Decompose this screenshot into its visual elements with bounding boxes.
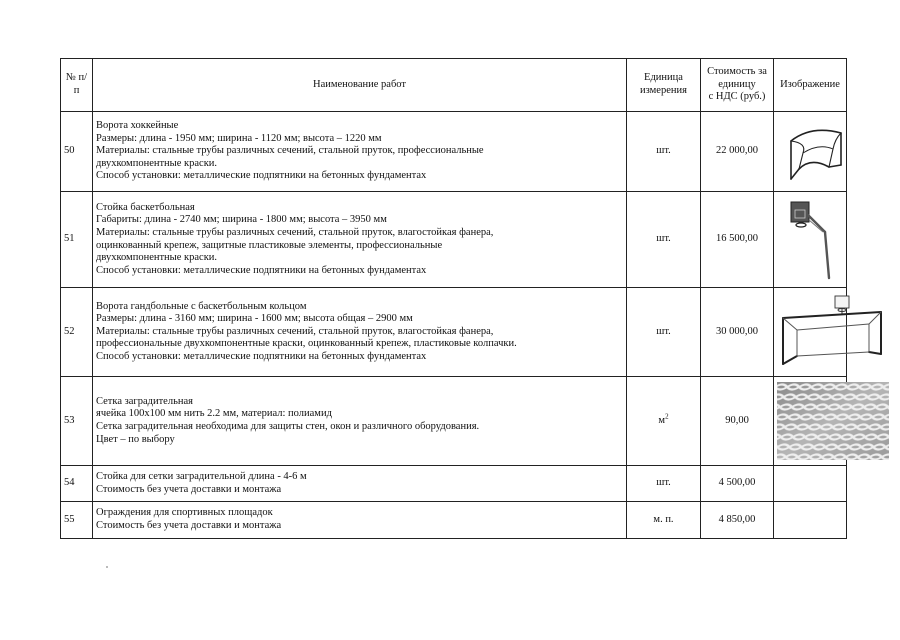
row-number: 52 <box>61 288 93 377</box>
header-price-line-1: Стоимость за <box>707 66 767 78</box>
row-unit-text: м <box>658 414 666 426</box>
row-unit: шт. <box>627 112 701 192</box>
row-unit: шт. <box>627 466 701 502</box>
header-price-line-3: с НДС (руб.) <box>708 91 766 103</box>
header-image: Изображение <box>774 59 847 112</box>
header-price-line-2: единицу <box>718 78 756 90</box>
header-price <box>701 59 774 112</box>
row-line: Габариты: длина - 2740 мм; ширина - 1800 мм; высота – 3950 мм <box>96 214 387 226</box>
row-line: ячейка 100х100 мм нить 2.2 мм, материал: полиамид <box>96 408 332 420</box>
row-line: Способ установки: металлические подпятники на бетонных фундаментах <box>96 170 427 182</box>
row-image-cell <box>774 288 847 377</box>
row-number: 55 <box>61 502 93 539</box>
table-row <box>61 192 847 288</box>
table-header-row <box>61 59 847 112</box>
handball-goal-with-hoop-icon <box>777 292 893 372</box>
row-title: Стойка для сетки заградительной длина - 4-6 м <box>96 470 307 482</box>
row-title: Стойка баскетбольная <box>96 201 195 213</box>
row-description <box>93 502 627 539</box>
row-line: Способ установки: металлические подпятники на бетонных фундаментах <box>96 350 427 362</box>
basketball-stand-icon <box>777 198 847 282</box>
table-row <box>61 112 847 192</box>
row-price: 30 000,00 <box>701 288 774 377</box>
row-price: 22 000,00 <box>701 112 774 192</box>
protective-net-icon <box>777 382 889 460</box>
row-description <box>93 288 627 377</box>
row-line: профессиональные двухкомпонентные краски, оцинкованный крепеж, пластиковые колпачки. <box>96 338 517 350</box>
row-line: двухкомпонентные краски. <box>96 252 218 264</box>
row-line: Стоимость без учета доставки и монтажа <box>96 483 282 495</box>
row-unit: шт. <box>627 192 701 288</box>
row-title: Ограждения для спортивных площадок <box>96 507 273 519</box>
row-description <box>93 192 627 288</box>
row-unit-superscript: 2 <box>665 412 669 421</box>
table-row <box>61 288 847 377</box>
header-work-name: Наименование работ <box>93 59 627 112</box>
table-row <box>61 466 847 502</box>
row-line: Сетка заградительная необходима для защиты стен, окон и различного оборудования. <box>96 421 480 432</box>
price-table <box>60 58 847 539</box>
row-unit: шт. <box>627 288 701 377</box>
table-row <box>61 377 847 466</box>
row-line: оцинкованный крепеж, защитные пластиковые элементы, профессиональные <box>96 239 443 251</box>
row-image-cell <box>774 192 847 288</box>
header-unit: Единица измерения <box>627 59 701 112</box>
row-description <box>93 466 627 502</box>
row-description <box>93 112 627 192</box>
scan-speck <box>106 566 108 568</box>
row-description <box>93 377 627 466</box>
row-image-cell <box>774 377 847 466</box>
row-image-cell <box>774 502 847 539</box>
row-line: Размеры: длина - 3160 мм; ширина - 1600 мм; высота общая – 2900 мм <box>96 313 413 325</box>
row-price: 4 850,00 <box>701 502 774 539</box>
row-line: Цвет – по выбору <box>96 433 175 445</box>
row-line: Размеры: длина - 1950 мм; ширина - 1120 мм; высота – 1220 мм <box>96 132 382 144</box>
table-row <box>61 502 847 539</box>
row-title: Ворота хоккейные <box>96 120 179 132</box>
row-title: Сетка заградительная <box>96 395 193 407</box>
row-number: 51 <box>61 192 93 288</box>
row-price: 90,00 <box>701 377 774 466</box>
row-image-cell <box>774 112 847 192</box>
row-number: 53 <box>61 377 93 466</box>
hockey-goal-icon <box>777 121 857 183</box>
row-price: 4 500,00 <box>701 466 774 502</box>
row-price: 16 500,00 <box>701 192 774 288</box>
row-image-cell <box>774 466 847 502</box>
row-line: двухкомпонентные краски. <box>96 157 218 169</box>
row-line: Способ установки: металлические подпятники на бетонных фундаментах <box>96 264 427 276</box>
row-line: Стоимость без учета доставки и монтажа <box>96 520 282 531</box>
row-line: Материалы: стальные трубы различных сечений, стальной пруток, влагостойкая фанера, <box>96 226 494 238</box>
row-unit <box>627 377 701 466</box>
row-line: Материалы: стальные трубы различных сечений, стальной пруток, влагостойкая фанера, <box>96 325 494 337</box>
row-unit: м. п. <box>627 502 701 539</box>
row-number: 54 <box>61 466 93 502</box>
header-number: № п/п <box>61 59 93 112</box>
row-line: Материалы: стальные трубы различных сечений, стальной пруток, профессиональные <box>96 145 484 157</box>
row-number: 50 <box>61 112 93 192</box>
row-title: Ворота гандбольные с баскетбольным кольцом <box>96 300 307 312</box>
